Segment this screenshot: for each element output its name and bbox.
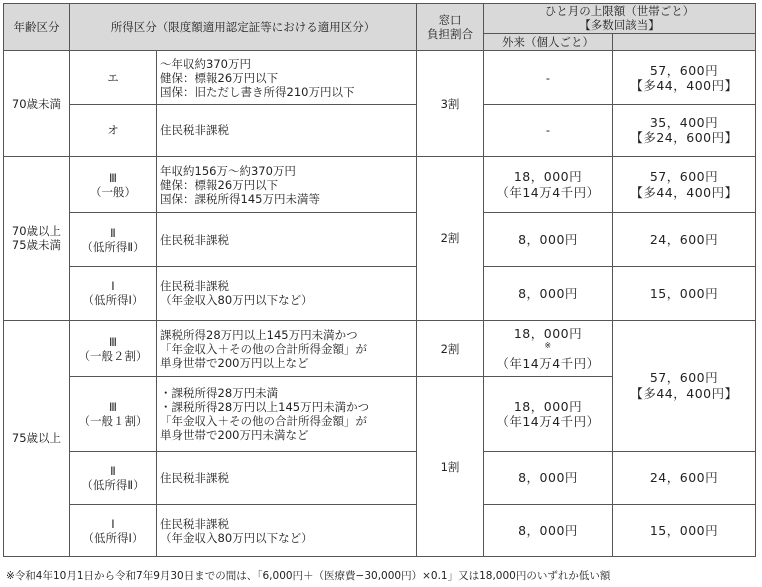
household-limit: 24，600円 <box>613 451 756 505</box>
outpatient-limit: 8，000円 <box>484 505 613 557</box>
household-limit: 57，600円 【多44，400円】 <box>613 320 756 451</box>
table-row <box>4 213 756 267</box>
table-row <box>4 156 756 213</box>
copay-70-to-74: 2割 <box>417 156 484 320</box>
copay-75-plus-1wari: 1割 <box>417 377 484 557</box>
income-description: 住民税非課税 <box>157 213 417 267</box>
outpatient-limit: 18，000円 ※ （年14万4千円） <box>484 320 613 377</box>
footnote: ※令和4年10月1日から令和7年9月30日までの間は、「6,000円＋（医療費−30,000円）×0.1」又は18,000円のいずれか低い額 <box>6 570 611 582</box>
table-row <box>4 267 756 321</box>
household-limit: 15，000円 <box>613 505 756 557</box>
outpatient-limit: - <box>484 51 613 105</box>
header-monthly-limit: ひと月の上限額（世帯ごと） 【多数回該当】 <box>484 4 756 34</box>
table-row <box>4 51 756 105</box>
income-code: Ⅲ （一般１割） <box>70 377 157 451</box>
footnote-mark: ※ <box>544 340 552 350</box>
header-income-category: 所得区分（限度額適用認定証等における適用区分） <box>70 4 417 51</box>
income-description: ～年収約370万円 健保：標報26万円以下 国保：旧ただし書き所得210万円以下 <box>157 51 417 105</box>
outpatient-limit: 18，000円 （年14万4千円） <box>484 156 613 213</box>
age-75-plus: 75歳以上 <box>4 320 70 556</box>
table-row <box>4 451 756 505</box>
copay-limit-table <box>3 3 756 557</box>
income-code: Ⅰ （低所得Ⅰ） <box>70 505 157 557</box>
income-code: オ <box>70 105 157 157</box>
outpatient-limit: 8，000円 <box>484 213 613 267</box>
header-age: 年齢区分 <box>4 4 70 51</box>
header-copay-ratio: 窓口 負担割合 <box>417 4 484 51</box>
header-outpatient: 外来（個人ごと） <box>484 33 613 51</box>
table-row <box>4 320 756 377</box>
table-row <box>4 105 756 157</box>
household-limit: 15，000円 <box>613 267 756 321</box>
income-description: 住民税非課税 （年金収入80万円以下など） <box>157 505 417 557</box>
income-code: エ <box>70 51 157 105</box>
income-code: Ⅱ （低所得Ⅱ） <box>70 451 157 505</box>
household-limit: 35，400円 【多24，600円】 <box>613 105 756 157</box>
income-description: ・課税所得28万円未満 ・課税所得28万円以上145万円未満かつ 「年金収入＋その他の合計所得金額」が 単身世帯で200万円未満など <box>157 377 417 451</box>
income-description: 年収約156万～約370万円 健保：標報26万円以下 国保：課税所得145万円未満等 <box>157 156 417 213</box>
income-code: Ⅲ （一般２割） <box>70 320 157 377</box>
outpatient-limit: 8，000円 <box>484 267 613 321</box>
income-code: Ⅲ （一般） <box>70 156 157 213</box>
income-description: 住民税非課税 <box>157 451 417 505</box>
copay-under-70: 3割 <box>417 51 484 156</box>
income-description: 住民税非課税 <box>157 105 417 157</box>
outpatient-limit: 8，000円 <box>484 451 613 505</box>
income-description: 課税所得28万円以上145万円未満かつ 「年金収入＋その他の合計所得金額」が 単身世帯で200万円以上など <box>157 320 417 377</box>
outpatient-limit: 18，000円 （年14万4千円） <box>484 377 613 451</box>
age-70-to-74: 70歳以上 75歳未満 <box>4 156 70 320</box>
age-under-70: 70歳未満 <box>4 51 70 156</box>
household-limit: 24，600円 <box>613 213 756 267</box>
household-limit: 57，600円 【多44，400円】 <box>613 156 756 213</box>
outpatient-limit: - <box>484 105 613 157</box>
income-code: Ⅱ （低所得Ⅱ） <box>70 213 157 267</box>
income-description: 住民税非課税 （年金収入80万円以下など） <box>157 267 417 321</box>
income-code: Ⅰ （低所得Ⅰ） <box>70 267 157 321</box>
copay-75-plus-2wari: 2割 <box>417 320 484 377</box>
table-row <box>4 505 756 557</box>
header-household-blank <box>613 33 756 51</box>
household-limit: 57，600円 【多44，400円】 <box>613 51 756 105</box>
